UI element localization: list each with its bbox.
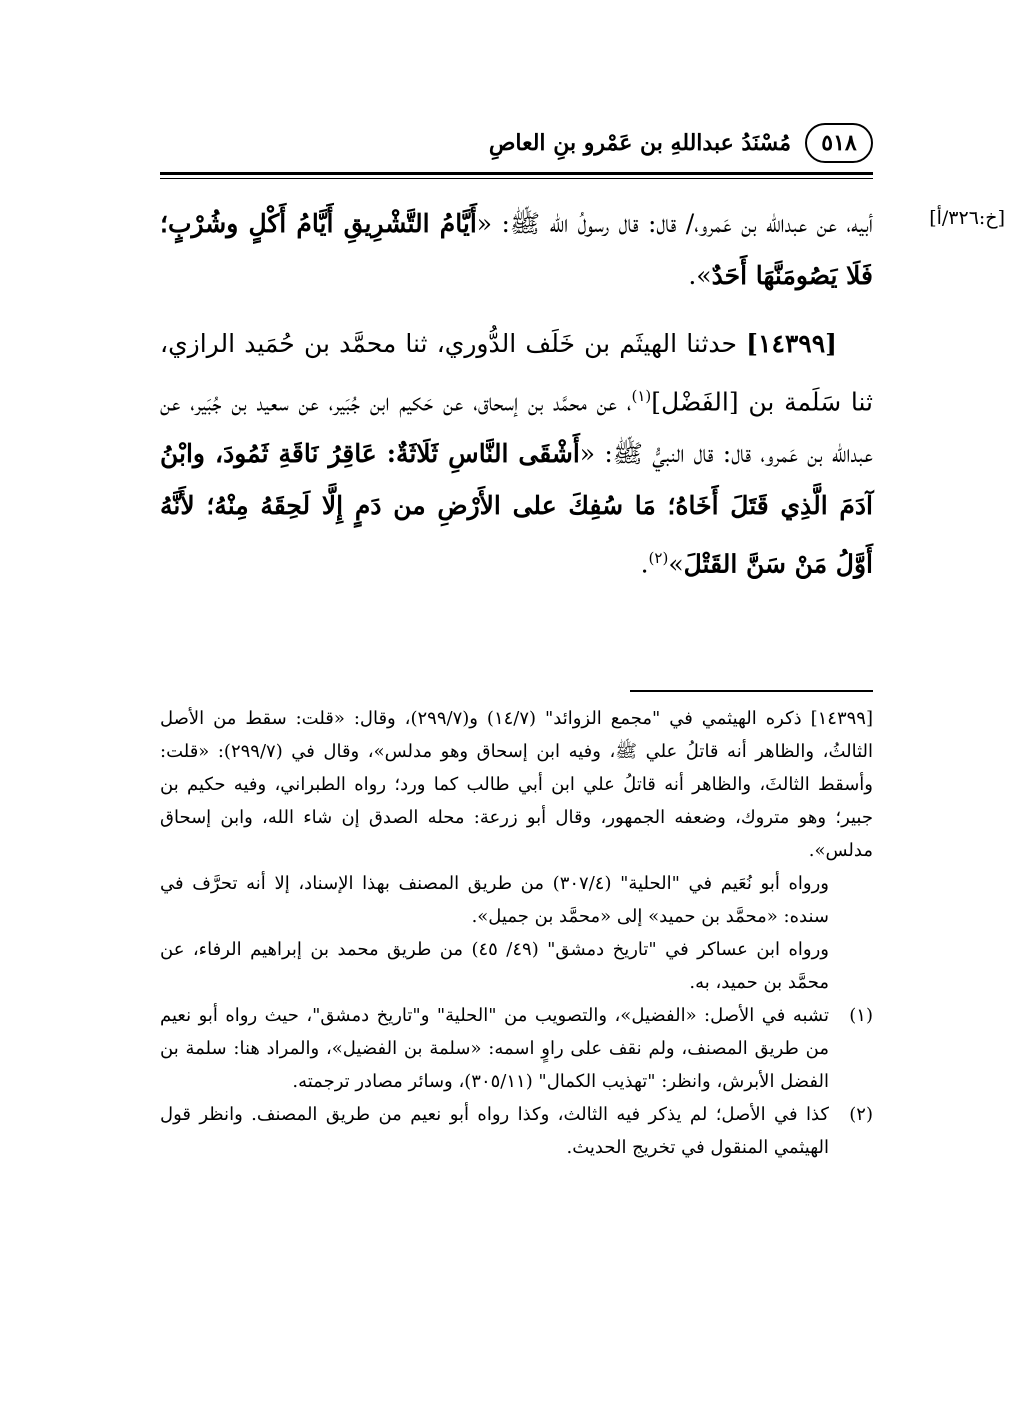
header-rule [160, 172, 873, 175]
footnote-takhrij-text-1: ذكره الهيثمي في "مجمع الزوائد" (١٤/٧) و(٢٩٩/٧)، وقال: «قلت: سقط من الأصل الثالثُ، والظاهر أنه قاتلُ علي ﷺ، وفيه ابن إسحاق وهو مدلس»، وقال في (٢٩٩/٧): «قلت: وأسقط الثالثَ، والظاهر أنه قاتلُ علي ابن أبي طالب كما ورد؛ رواه الطبراني، وفيه حكيم بن جبير؛ وهو متروك، وضعفه الجمهور، وقال أبو زرعة: محله الصدق إن شاء الله، وابن إسحاق مدلس». [160, 708, 874, 861]
footnote-1-text: تشبه في الأصل: «الفضيل»، والتصويب من "الحلية" و"تاريخ دمشق"، حيث رواه أبو نعيم من طريق المصنف، ولم نقف على راوٍ اسمه: «سلمة بن الفضيل»، والمراد هنا: سلمة بن الفضل الأبرش، وانظر: "تهذيب الكمال" (٣٠٥/١١)، وسائر مصادر ترجمته. [160, 1005, 829, 1092]
footnote-2-text: كذا في الأصل؛ لم يذكر فيه الثالث، وكذا رواه أبو نعيم من طريق المصنف. وانظر قول الهيثمي المنقول في تخريج الحديث. [160, 1104, 829, 1158]
page-number: ٥١٨ [805, 123, 873, 163]
quote-close: » [668, 549, 684, 579]
hadith-text-2: أَشْقَى النَّاسِ ثَلَاثَةٌ: عَاقِرُ نَاقَةِ ثَمُودَ، وابْنُ آدَمَ الَّذِي قَتَلَ أَخَاهُ؛ مَا سُفِكَ على الأَرْضِ من دَمٍ إِلَّا لَحِقَهُ مِنْهُ؛ لأَنَّهُ أَوَّلُ مَنْ سَنَّ القَتْلَ [160, 439, 873, 579]
footnote-takhrij [160, 702, 873, 999]
running-title: مُسْنَدُ عبداللهِ بن عَمْرو بنِ العاصِ [488, 130, 791, 156]
header-rule-thin [160, 178, 873, 179]
main-text [160, 198, 873, 591]
footnote-takhrij-text-2: ورواه أبو نُعَيم في "الحلية" (٣٠٧/٤) من طريق المصنف بهذا الإسناد، إلا أنه تحرَّف في سنده: «محمَّد بن حميد» إلى «محمَّد بن جميل». [160, 873, 829, 927]
footnotes [160, 702, 873, 1164]
footnote-takhrij-body [160, 702, 873, 999]
manuscript-margin-reference: [خ:٣٢٦/أ] [929, 207, 1005, 229]
hadith-number: [١٤٣٩٩] [746, 329, 837, 358]
footnote-1 [160, 999, 873, 1098]
period: . [640, 549, 649, 579]
paragraph-1-text: أبيه، عن عبدالله بن عَمرو،/ قال: قال رسولُ الله ﷺ: « [476, 209, 873, 238]
footnote-ref-1[interactable]: (١) [631, 387, 652, 405]
isnad-text-a: حدثنا الهيثَم بن خَلَف الدُّوري، ثنا محمَّد بن حُمَيد الرازي، ثنا سَلَمة بن [الفَضْل] [160, 329, 873, 417]
footnote-1-mark: (١) [849, 1005, 873, 1026]
footnote-takhrij-mark: [١٤٣٩٩] [810, 708, 873, 729]
footnote-separator [630, 690, 873, 692]
footnote-ref-2[interactable]: (٢) [648, 549, 669, 568]
footnote-2 [160, 1098, 873, 1164]
hadith-text-1: أَيَّامُ التَّشْرِيقِ أَيَّامُ أَكْلٍ وشُرْبٍ؛ فَلَا يَصُومَنَّهَا أَحَدٌ [160, 209, 873, 290]
paragraph-1 [160, 198, 873, 302]
paragraph-1-end: ». [688, 261, 712, 290]
isnad-text-b: ، عن محمَّد بن إسحاق، عن حَكيم ابن جُبَير، عن سعيد بن جُبَير، عن عبدالله بن عَمرو، قال: قال النبيُّ ﷺ: « [160, 387, 873, 469]
paragraph-2 [160, 318, 873, 591]
footnote-2-mark: (٢) [849, 1104, 873, 1125]
footnote-takhrij-text-3: ورواه ابن عساكر في "تاريخ دمشق" (٤٩/ ٤٥) من طريق محمد بن إبراهيم الرفاء، عن محمَّد بن حميد، به. [160, 939, 829, 993]
page-header [160, 118, 873, 168]
footnote-takhrij-p1 [160, 702, 873, 867]
